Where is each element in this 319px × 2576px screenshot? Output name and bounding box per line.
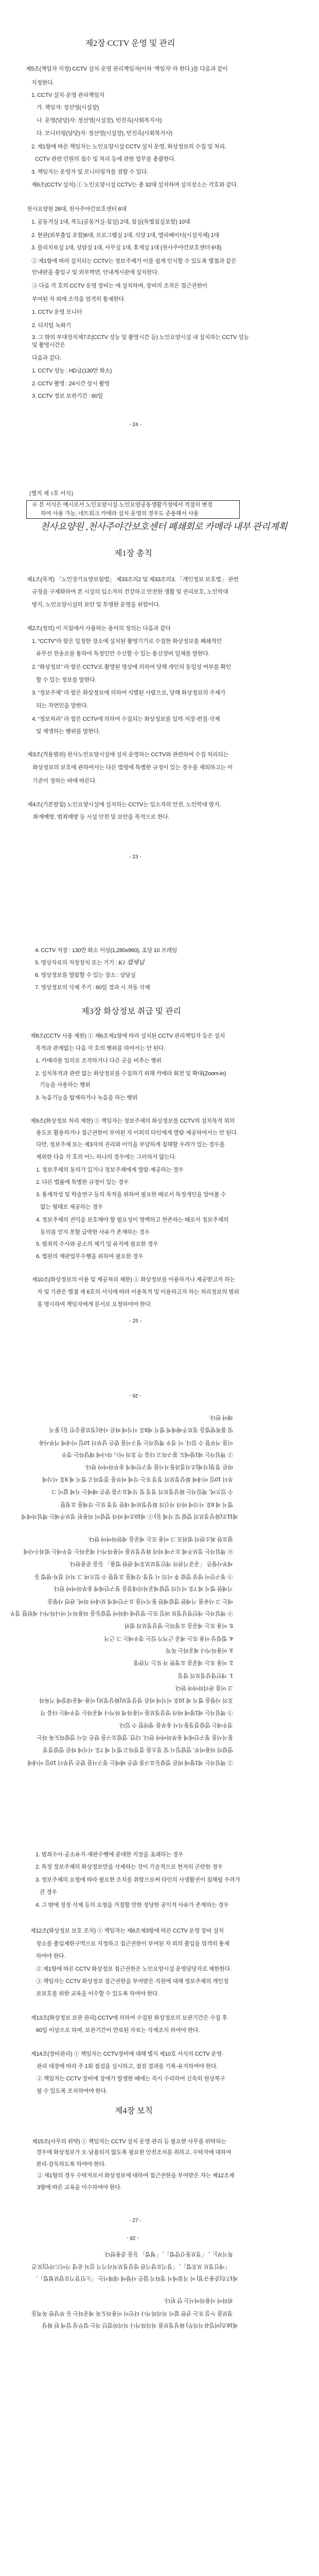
text-line: 및 재생하는 행위를 말한다.	[36, 728, 100, 735]
list-item: 4. 정보주체의 권익을 보호해야 할 필요성이 명백하고 현존하는 때로서 정보주체의	[36, 1217, 229, 1223]
text-line: 통지서를 청구인에게 송부하여야 한다. 다만, 열람요구를 받은 즉시 열람하도록 하는	[37, 1734, 233, 1740]
annex-heading: 천사요양원 ,천사주야간보호센터 폐쇄회로 카메라 내부 관리계획	[40, 521, 287, 532]
text-line: 천사요양원 26대, 천사주야간보호센터 6대	[27, 206, 127, 212]
text-line: 필요한 최소한의 범위로 그 이용 또는 제공을 제한하여야 한다.	[87, 1536, 233, 1542]
text-line: 없는 형태로 제공하는 경우	[40, 1204, 103, 1210]
text-line: 에는 그 사유를 기재한 열람제한 통지서를 요구인에게 보내야 하며, 관련 사항을	[47, 1598, 233, 1604]
text-line: 해야 한다.	[209, 1414, 233, 1420]
text-line: 화재예방, 범죄예방 등 시설 안전 및 보안을 목적으로 한다.	[33, 814, 170, 820]
article-14: 제14조(장비관리) ① 책임자는 CCTV장비에 대해 별지 제10호 서식의 CCTV 운영·	[31, 2051, 224, 2057]
text-line: 별지 제 8호 서식에 따라 자신의 화상정보에 대한 정정 또는 삭제를 요청할	[60, 1501, 233, 1507]
text-line: 「개인정보 보호법」, 「장기요양기관 영상정보처리기기 설치·운영 가이드라인(보건	[32, 2263, 231, 2269]
text-line: 부터 10일 이내에 화상정보의 정정 또는 삭제 여부를 결정하고 별지 제 9호 서식에	[42, 1476, 233, 1482]
text-line: 정보를 누설 또는 권한 없이 처리하거나 타인이 이용하도록 제공하는 등 부당한 목적을	[31, 2310, 233, 2316]
chapter-2-title: 제2장 CCTV 운영 및 관리	[85, 39, 175, 48]
upside-down-page-26	[0, 1381, 319, 1772]
list-item	[35, 958, 144, 967]
page-number: - 26 -	[129, 1393, 141, 1398]
text-line: CCTV 관련 민원의 접수 및 처리 등에 관한 업무를 총괄한다.	[35, 156, 176, 162]
text-line: 화상정보의 보호에 관하여서는 다른 법령에 특별한 규정이 있는 경우를 제외하고는 이	[32, 765, 233, 771]
upside-down-page-28	[0, 2231, 319, 2334]
text-line: 큰 경우	[40, 1889, 57, 1895]
article-16: 제16조(비밀유지의무) 화상정보를 처리하거나 처리하였던 자는 업무상 알게 된 화상	[42, 2322, 238, 2328]
annex-note-line: ※ 본 서식은 예시로서 노인요양시설·노인요양공동생활가정에서 적절히 변경	[32, 502, 212, 508]
text-line: 호의 사항을 별지 제 10호 서식에 따른 영상정보(화상정보) 이용·제공대장에 기록하	[39, 1697, 233, 1703]
article-8: 제8조(CCTV 사용 제한) ① 제6조제1항에 따라 설치된 CCTV 관리책임자 등은 설치	[30, 1033, 225, 1039]
article-13: 제13조(화상정보 보관 관리) CCTV에 의하여 수집된 화상정보의 보관기간은 수집 후	[31, 2015, 227, 2021]
article-2: 제2조(정의) 이 지침에서 사용하는 용어의 정의는 다음과 같다	[27, 625, 171, 632]
text-line: ③ 책임자는 CCTV 화상정보 접근권한을 부여받은 직원에 대해 정보주체의 개인정	[36, 1978, 229, 1985]
text-line: 보보호를 위한 교육을 이수할 수 있도록 하여야 한다.	[36, 1991, 159, 1997]
list-item: 2. 현관(외부출입 포함)6대, 프로그램실 1대, 식당 1대, 엘리베이터(시설자체) 1대	[31, 232, 219, 239]
list-item-label: 5. 영상자료의 저장장치 또는 기기 :	[35, 960, 117, 966]
text-line: 및 촬영시간은	[32, 342, 65, 348]
text-line: ④ 책임자는 개인영상정보 파일 또는 영상에 대하여 열람등을 허용하지 아니하거나 제한할 경우	[10, 1610, 233, 1616]
text-line: 열람의 허용여부, 열람일시 및 장소를 결정하고 별지 제 7호 서식에 따른 열람결정	[43, 1747, 233, 1753]
text-line: 관리 대장에 따라 주 1회 점검을 실시하고, 점검 결과를 기록·유지하여야 한다.	[37, 2063, 218, 2070]
list-item: 1. 공동거실 1대, 복도(공동거실-침실) 2대, 침실(특별침실포함) 10대	[31, 219, 190, 225]
article-10: 제10조(화상정보의 이용 및 제공처리 제한) ① 화상정보를 이용하거나 제공받고자 하는	[32, 1277, 235, 1283]
text-line: 동의를 얻지 못할 급박한 사유가 존재하는 경우	[40, 1229, 150, 1235]
list-item: 2. “화상정보” 라 함은 CCTV로 촬영된 영상에 의하여 당해 개인의 동일성 여부를 확인	[32, 664, 231, 670]
text-line: 기능을 사용하는 행위	[40, 1082, 91, 1088]
list-item: 2. 설치목적과 관련 없는 화상정보를 수집하기 위해 카메라 회전 및 확대(Zoom-in)	[36, 1071, 226, 1077]
text-line: 기준이 정하는 바에 따른다.	[32, 778, 97, 784]
text-line: 세부사항은 「공공기관의 개인정보보호에 관한 법률」 등을 준용한다.	[68, 1561, 233, 1567]
page-number: - 28 -	[127, 2235, 139, 2241]
handwritten-value: K1 캡채널	[118, 959, 145, 966]
text-line: 방지, 노인요양시설의 보안 및 투명한 운영을 위함이다.	[32, 602, 161, 608]
list-item: 4. 법령상 이용 또는 제공 근거가 있는 경우에는 그 근거	[104, 1635, 233, 1641]
list-item: 4. CCTV 저장 : 130만 화소 이상(1,280x960), 초당 10 프레임	[35, 947, 178, 954]
list-item: 4. 그 밖에 정정·삭제 등의 요청을 거절할 만한 정당한 공익적 사유가 존재하는 경우	[36, 1902, 229, 1908]
list-item: 2. CCTV 촬영 : 24시간 상시 촬영	[32, 381, 110, 387]
article-11: 제11조(화상정보의 열람 및 삭제 등) ① 제10조에 따라 열람이 허용된 정보주체는 책임자에게	[21, 1513, 238, 1519]
chapter-3-title: 제3장 화상정보 취급 및 관리	[81, 1007, 182, 1016]
list-item: 가. 책임자: 정선영(시설장)	[37, 105, 99, 111]
text-line: 할 수 있는 정보를 말한다.	[36, 677, 97, 683]
list-item: 7. 영상정보의 삭제 주기 : 60일 경과 시 자동 삭제	[35, 985, 150, 991]
text-line: 경우에는 열람결정통지서 송부를 생략할 수 있다.	[118, 1722, 233, 1728]
text-line: 위하여 사용하여서는 안 된다.	[164, 2297, 233, 2303]
article-17: 제17조(준용규정) 이 지침에서 정하지 않은 사항에 대해서는 「노인장기요양보험법」,	[36, 2275, 238, 2281]
text-line: 지정한다.	[31, 80, 55, 86]
annex-note-line: 하여 사용 가능, 네트워크 카메라 설치·운영의 경우도 준용해서 사용	[41, 511, 199, 517]
list-item: 나. 운영(담당)자: 정선영(시설장), 빈진옥(사회복지사)	[37, 117, 162, 124]
article-1: 제1조(목적) 「노인장기요양보험법」 제33조의2 및 제33조의3, 「개인정보 보호법」 관련	[27, 577, 239, 583]
text-line: 자 및 기관은 별첨 제 6호의 서식에 따라 이용목적 및 이용하고자 하는 처리정보의 범위	[37, 1289, 239, 1295]
list-item: 다. 모니터링(담당)자: 정선영(시설장), 빈진옥(사회복지사)	[37, 130, 172, 137]
list-item: 1. CCTV 설치·운영 관리책임자	[31, 92, 104, 98]
page-number: - 24 -	[129, 422, 141, 428]
text-line: ③ 책임자는 제1항에 따라 영상정보를 이용하게 하거나 제공하는 경우에는 다음 각	[40, 1709, 233, 1716]
text-line: 및 불복방법을 정보주체에게 별지 제9호 서식에 따른 사유(정보불승인 등) 통지	[49, 1427, 233, 1433]
text-line: ② 책임자는 CCTV 장비에 장애가 발생한 때에는 즉시 수리하여 신속히 원상복구	[37, 2076, 225, 2082]
list-item: 3. 책임자는 운영자 및 모니터링자를 겸할 수 있다.	[31, 169, 148, 175]
list-item: 1. 정보주체의 동의가 있거나 정보주체에게 열람·제공하는 경우	[36, 1167, 184, 1173]
list-item: 3. 이용하거나 제공하는 목적	[166, 1647, 233, 1653]
list-item: 3. “정보주체” 라 함은 화상정보에 의하여 식별된 사람으로, 당해 화상정보의 주체가	[32, 690, 226, 696]
list-item: 1. 개인영상정보의 명칭	[178, 1672, 233, 1679]
text-line: 60일 이상으로 하며, 보관기간이 만료된 자료는 삭제조치 하여야 한다.	[36, 2027, 200, 2033]
text-line: ② 제1항에 따라 설치되는 CCTV는 정보주체가 이를 쉽게 인식할 수 있도록 별첨과 같은	[31, 258, 237, 264]
list-item: 2. 이용 또는 제공을 요청한 자 또는 기관명	[133, 1659, 233, 1666]
page-number: - 23 -	[129, 854, 141, 860]
text-line: 고 이를 관리하여야 한다.	[174, 1685, 233, 1691]
text-line: ⑥ 책임자는 정보주체 요구에 따라 화상정보를 이용하거나 제공하는 경우에는 범죄수사에	[23, 1548, 233, 1554]
text-line: 다만, 정보주체 또는 제3자의 권리와 이익을 부당하게 침해할 우려가 있는 경우를	[36, 1142, 225, 1148]
article-6: 제6조(CCTV 설치) ① 노인요양시설 CCTV는 총 32대 설치하며 설치장소는 각호와 같다.	[31, 182, 238, 188]
list-item: 1. CCTV 성능 : HD급(130만 화소)	[32, 368, 112, 374]
list-item: 1. 카메라를 임의로 조작하거나 다른 곳을 비추는 행위	[36, 1058, 162, 1064]
list-item: 2. 제1항에 따른 책임자는 노인요양시설 CCTV 설치 운영, 화상정보의 수집 및 처리,	[31, 144, 226, 150]
list-item: 5. 범죄의 수사와 공소의 제기 및 유지에 필요한 경우	[36, 1241, 158, 1247]
list-item: 3. 물리치료실 1대, 상담실 1대, 사무실 1대, 휴게실 1대 (천사주야간보호센터 6대)	[31, 245, 222, 251]
text-line: 용도로 활용하거나 접근권한이 부여된 자 이외의 타인에게 열람·제공하여서는 안 된다.	[36, 1130, 238, 1136]
list-item: 1. CCTV 운영 모니터	[32, 309, 82, 315]
text-line: 제외한 다음 각 호의 어느 하나의 경우에는 그러하지 않는다.	[36, 1154, 176, 1160]
text-line: 부여된 자 외에 조작을 엄격히 통제한다.	[32, 296, 126, 302]
list-item: 3. 녹음기능을 탑재하거나 녹음을 하는 행위	[36, 1095, 137, 1101]
text-line: 하여야 한다.	[36, 1953, 66, 1959]
list-item: 2. 디지털 녹화기	[32, 323, 72, 329]
list-item: 3. 통계작성 및 학술연구 등의 목적을 위하여 필요한 때로서 특정개인을 알아볼 수	[36, 1192, 226, 1198]
text-line: 목적과 관계없는 다음 각 호의 행위를 하여서는 안 된다.	[36, 1045, 165, 1052]
text-line: 3항에 따른 교육을 이수하여야 한다.	[37, 2184, 122, 2191]
text-line: ② 제1항에 따른 CCTV 화상정보 접근권한은 노인요양시설 운영담당자로 제한한다.	[36, 1966, 232, 1972]
text-line: 기재한 별지 제 7호 서식의 열람제공처리대장을 청구인에게 송부하여야 한다.	[52, 1585, 233, 1591]
list-item: 2. 특정 정보주체의 화상정보만을 삭제하는 것이 기술적으로 현저히 곤란한 경우	[36, 1864, 223, 1870]
text-line: 규정을 구체화하여 본 시설의 입소자의 건강하고 안전한 생활 및 권리보호, 노인학대	[32, 589, 228, 595]
list-item: 3. CCTV 정보 보관기간 : 60일	[32, 393, 103, 399]
text-line: 되는 자연인을 말한다.	[36, 703, 88, 709]
page-number: - 25 -	[129, 1318, 141, 1324]
article-15: 제15조(사무의 위탁) ① 책임자는 CCTV 설치 운영·관리 등 필요한 사무를 위탁하는	[32, 2139, 226, 2145]
chapter-1-title: 제1장 총칙	[114, 549, 152, 558]
article-9: 제9조(화상정보 처리 제한) ① 책임자는 정보주체의 화상정보를 CCTV의 설치목적 외의	[30, 1118, 235, 1124]
text-line: 경우에 화상정보가 오·남용되지 않도록 필요한 안전조치를 취하고, 수탁자에 대하여	[36, 2149, 232, 2156]
article-12: 제12조(화상정보 보호 조치) ① 책임자는 제6조제3항에 따른 CCTV 운영 장비 설치	[30, 1928, 224, 1934]
text-line: 복지부)」, 「정보통신망법」, 「형법」 등을 준용한다.	[103, 2251, 233, 2257]
text-line: ② 책임자는 제1항에 따른 열람등요구를 받은 때에는 청구서를 받은 날부터 10일 이내에	[27, 1759, 233, 1766]
list-item: 6. 영상정보를 열람할 수 있는 장소 : 상담실	[35, 972, 136, 978]
list-item: 3. 정보주체의 요청에 따라 필요한 조치를 취함으로써 타인의 사생활권이 침해될 우려가	[36, 1877, 240, 1883]
text-line: ② 제1항의 경우 수탁자로서 화상정보에 대하여 접근권한을 부여받은 자는 제12조제	[37, 2173, 235, 2179]
text-line: ② 책임자는 제1항에도 불구하고 다음 각 호의 어느 하나에 해당하는 경우	[61, 1451, 233, 1458]
article-5: 제5조(책임자 지정) CCTV 설치·운영 관리책임자(이하 ‘책임자’ 라 한다.)를 다음과 같이	[26, 66, 228, 72]
text-line: ③ 다음 각 호의 CCTV 운영 장비는 에 설치하며, 장비의 조작은 접근권한이	[32, 283, 207, 289]
list-item: 4. “정보처리” 라 함은 CCTV에 의하여 수집되는 화상정보를 입력·저장·편집·삭제	[32, 716, 220, 722]
text-line: 이를 거부할 수 있다. 이 경우 책임자는 청구서를 받은 날부터 10일 이내에 거부사유	[39, 1439, 233, 1446]
list-item: 5. 이용 또는 제공을 요청하는 영상정보의 범위	[125, 1622, 233, 1629]
text-line: 다음과 같다.	[32, 355, 62, 361]
annex-note-box	[26, 500, 240, 519]
text-line: ⑤ 청구인이 영상 열람 후 이의 시 정정·삭제를 요청할 수 있으며 그 처리 절차·방법 등	[34, 1573, 233, 1580]
text-line: 유무선 전송로를 통하여 특정인만 수신할 수 있는 통신장비 일체를 말한다.	[36, 651, 210, 657]
list-item: 3. 그 밖의 부대장치제7조(CCTV 성능 및 촬영시간 등) 노인요양시설 내 설치하는 CCTV 성능	[32, 334, 249, 341]
annex-label: [별지 제 1호 서식]	[29, 490, 73, 497]
text-line: 관리·감독하도록 하여야 한다.	[36, 2161, 106, 2167]
list-item: 1. "CCTV"라 함은 일정한 장소에 설치된 촬영기기로 수집한 화상정보를 폐쇄적인	[32, 638, 222, 645]
list-item: 6. 법원의 재판업무수행을 위하여 필요한 경우	[36, 1253, 144, 1260]
text-line: 를 명시하여 책임자에게 문서로 요청하여야 한다.	[37, 1301, 152, 1308]
page-number: - 27 -	[129, 2218, 141, 2224]
article-3: 제3조(적용범위) 천사노인요양시설에 설치 운영하는 CCTV와 관련하여 수집 처리되는	[27, 752, 229, 758]
text-line: 수 있으며, 책임자는 화상정보의 정정 및 삭제요구를 받은 때에는 지체 없이 그	[51, 1488, 233, 1495]
chapter-4-title: 제4장 보칙	[115, 2107, 153, 2115]
article-4: 제4조(기본방침) 노인요양시설에 설치하는 CCTV는 입소자의 안전, 노인학대 방지,	[27, 802, 221, 808]
text-line: 안내판을 출입구 및 외부벽면, 안내게시판에 설치한다.	[32, 269, 159, 276]
text-line: 될 수 있도록 조치하여야 한다.	[37, 2088, 108, 2094]
text-line: 장소를 출입제한구역으로 지정하고 접근권한이 부여된 자 외의 출입을 엄격히 통제	[36, 1941, 229, 1947]
list-item: 2. 다른 법률에 특별한 규정이 있는 경우	[36, 1179, 129, 1185]
text-line: 따른 정정(삭제)조치결과통지서를 청구인에게 송부하여야 한다.	[84, 1464, 233, 1470]
list-item: 1. 범죄수사·공소유지·재판수행에 중대한 지장을 초래하는 경우	[36, 1852, 184, 1858]
